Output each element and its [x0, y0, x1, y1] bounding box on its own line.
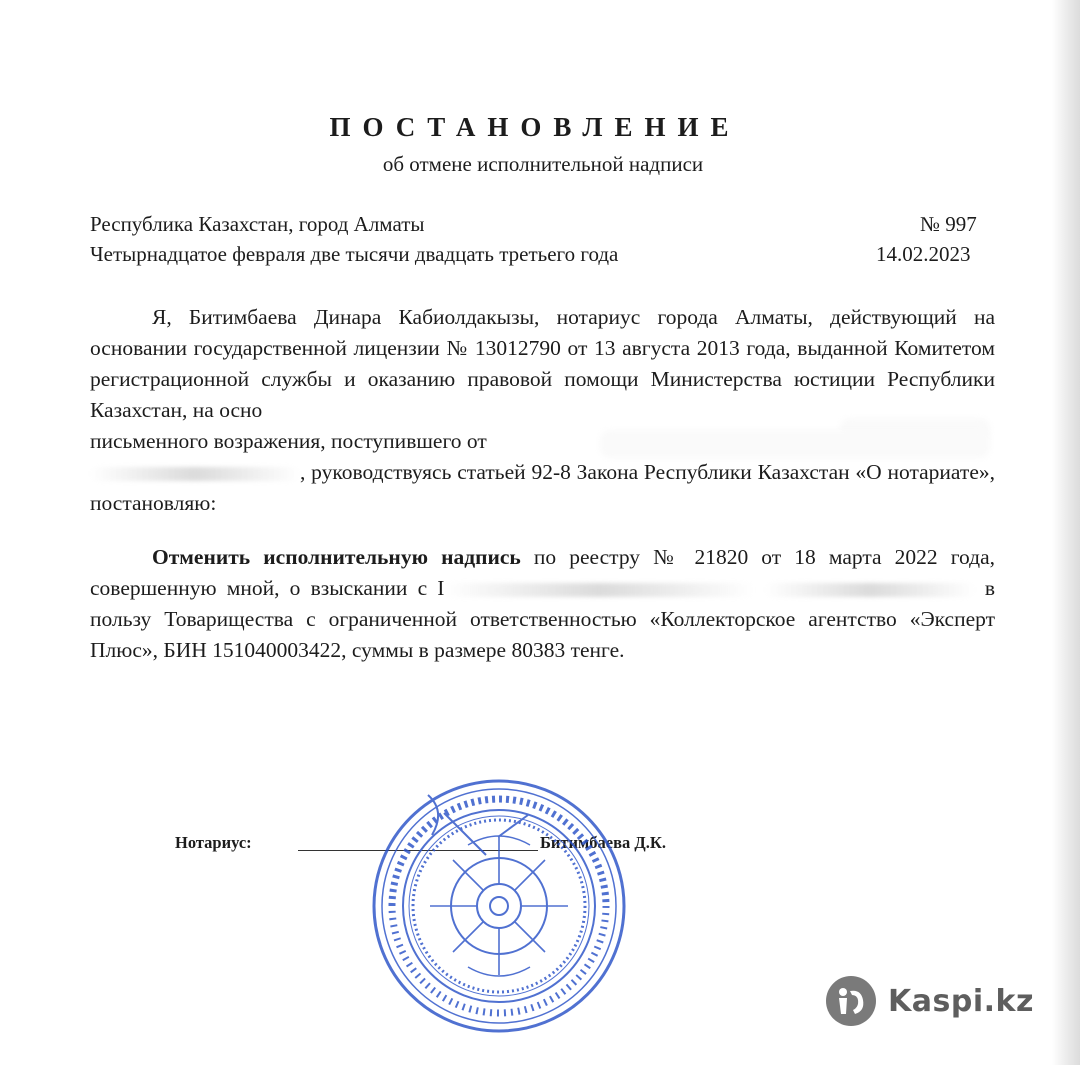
paragraph-text: Я, Битимбаева Динара Кабиолдакызы, нотариус города Алматы, действующий на основании государственной лицензии № 13012790 от 13 августа 2013 года, выданной Комитетом регистрационной службы и оказанию правовой помощи Министерства юстиции Республики Казахстан, на осно — [90, 305, 995, 422]
kaspi-logo-glyph — [834, 984, 868, 1018]
signature-name: Битимбаева Д.К. — [540, 833, 666, 852]
paragraph-text: письменного возражения, поступившего от — [90, 429, 487, 453]
watermark-text: Kaspi.kz — [888, 983, 1034, 1019]
paragraph-resolution — [90, 542, 995, 666]
paragraph-notary-basis — [90, 302, 995, 519]
document-date-words: Четырнадцатое февраля две тысячи двадцать третьего года — [90, 242, 619, 266]
document-number: № 997 — [920, 212, 977, 236]
redacted-text — [444, 583, 754, 597]
document-date: 14.02.2023 — [876, 242, 971, 266]
paragraph-text — [90, 457, 995, 519]
kaspi-watermark — [826, 972, 1034, 1030]
paragraph-text — [90, 542, 995, 666]
signature-label: Нотариус: — [175, 833, 252, 852]
document-place: Республика Казахстан, город Алматы — [90, 212, 425, 236]
paragraph-text: в пользу Товарищества с ограниченной ответственностью «Коллекторское агентство «Эксперт Плюс», БИН 151040003422, суммы в размере 80383 тенге. — [90, 576, 995, 662]
document-subtitle: об отмене исполнительной надписи — [382, 152, 704, 176]
redaction-blur — [600, 430, 990, 458]
redacted-text — [765, 583, 975, 597]
resolution-bold-text: Отменить исполнительную надпись — [152, 545, 521, 569]
document-title: ПОСТАНОВЛЕНИЕ — [329, 112, 741, 142]
paragraph-text: , руководствуясь статьей 92-8 Закона Республики Казахстан «О нотариате», постановляю: — [90, 460, 995, 515]
redacted-text — [90, 467, 300, 481]
kaspi-logo-icon — [826, 976, 876, 1026]
official-stamp-icon — [368, 775, 630, 1037]
paragraph-text: по реестру № 21820 от 18 марта 2022 года, совершенную мной, о взыскании с I — [90, 545, 995, 600]
